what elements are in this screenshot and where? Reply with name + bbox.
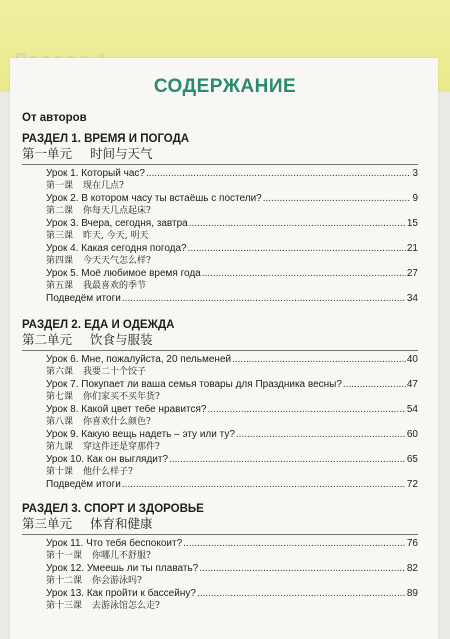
page-number: 34 xyxy=(406,293,418,304)
section-heading: РАЗДЕЛ 1. ВРЕМЯ И ПОГОДА xyxy=(22,133,190,145)
toc-row-lesson-13: Урок 13. Как пройти к бассейну? ..... 89 xyxy=(22,587,418,600)
page-number: 40 xyxy=(406,354,418,365)
page-number: 72 xyxy=(406,479,418,490)
page-number: 60 xyxy=(406,429,418,440)
toc-row-lesson-2: Урок 2. В котором часу ты встаёшь с постели? ..... 9 xyxy=(22,192,418,205)
toc-row-cn-lesson-12: 第十二课 你会游泳吗? xyxy=(46,576,142,586)
section-cn-name: 体育和健康 xyxy=(90,516,153,531)
section-divider xyxy=(22,164,418,165)
toc-row-lesson-8: Урок 8. Какой цвет тебе нравится? ..... 54 xyxy=(22,403,418,416)
page-number: 47 xyxy=(406,379,418,390)
dot-leader xyxy=(197,587,406,600)
dot-leader xyxy=(122,478,406,491)
page-number: 65 xyxy=(406,454,418,465)
dot-leader xyxy=(183,537,406,550)
dot-leader xyxy=(202,267,406,280)
section-divider xyxy=(22,534,418,535)
toc-row-lesson-4: Урок 4. Какая сегодня погода? ..... 21 xyxy=(22,242,418,255)
toc-row-lesson-6: Урок 6. Мне, пожалуйста, 20 пельменей ..... 40 xyxy=(22,353,418,366)
section-cn-unit: 第三单元 xyxy=(22,516,73,531)
page-number: 21 xyxy=(406,243,418,254)
toc-row-cn-lesson-3: 第三课 昨天, 今天, 明天 xyxy=(46,231,149,241)
page-number: 3 xyxy=(412,168,418,179)
toc-row-cn-lesson-6: 第六课 我要二十个饺子 xyxy=(46,367,147,377)
toc-row-cn-lesson-4: 第四课 今天天气怎么样? xyxy=(46,256,151,266)
from-authors-entry: От авторов xyxy=(22,112,87,124)
toc-row-cn-lesson-10: 第十课 他什么样子? xyxy=(46,467,133,477)
dot-leader xyxy=(199,562,406,575)
page-number: 89 xyxy=(406,588,418,599)
dot-leader xyxy=(232,353,406,366)
toc-row-summary: Подведём итоги ..... 72 xyxy=(22,478,418,491)
section-heading: РАЗДЕЛ 3. СПОРТ И ЗДОРОВЬЕ xyxy=(22,503,204,515)
toc-row-lesson-1: Урок 1. Который час? ..... 3 xyxy=(22,167,418,180)
dot-leader xyxy=(146,167,411,180)
section-cn-title xyxy=(22,516,438,532)
section-cn-name: 饮食与服装 xyxy=(90,332,153,347)
section-2 xyxy=(22,318,438,491)
page-number: 76 xyxy=(406,538,418,549)
section-cn-title xyxy=(22,146,438,162)
page-title: СОДЕРЖАНИЕ xyxy=(153,76,297,97)
page-number: 27 xyxy=(406,268,418,279)
toc-row-lesson-12: Урок 12. Умеешь ли ты плавать? ..... 82 xyxy=(22,562,418,575)
page-number: 82 xyxy=(406,563,418,574)
section-heading: РАЗДЕЛ 2. ЕДА И ОДЕЖДА xyxy=(22,319,175,331)
section-divider xyxy=(22,350,418,351)
dot-leader xyxy=(236,428,406,441)
section-cn-title xyxy=(22,332,438,348)
toc-row-lesson-7: Урок 7. Покупает ли ваша семья товары для Праздника весны? ..... 47 xyxy=(22,378,418,391)
section-3 xyxy=(22,502,438,612)
dot-leader xyxy=(207,403,405,416)
page-number: 15 xyxy=(406,218,418,229)
toc-row-cn-lesson-7: 第七课 你们家买不买年货? xyxy=(46,392,160,402)
dot-leader xyxy=(188,242,406,255)
toc-row-cn-lesson-2: 第二课 你每天几点起床? xyxy=(46,206,151,216)
toc-row-summary: Подведём итоги ..... 34 xyxy=(22,292,418,305)
dot-leader xyxy=(169,453,406,466)
toc-row-lesson-5: Урок 5. Моё любимое время года ..... 27 xyxy=(22,267,418,280)
toc-row-cn-lesson-11: 第十一课 你哪儿不舒服? xyxy=(46,551,151,561)
toc-row-lesson-10: Урок 10. Как он выглядит? ..... 65 xyxy=(22,453,418,466)
toc-row-lesson-11: Урок 11. Что тебя беспокоит? ..... 76 xyxy=(22,537,418,550)
section-cn-unit: 第一单元 xyxy=(22,146,73,161)
dot-leader xyxy=(343,378,406,391)
dot-leader xyxy=(122,292,406,305)
toc-row-lesson-3: Урок 3. Вчера, сегодня, завтра ..... 15 xyxy=(22,217,418,230)
toc-row-cn-lesson-9: 第九课 穿这件还是穿那件? xyxy=(46,442,160,452)
toc-row-cn-lesson-8: 第八课 你喜欢什么颜色? xyxy=(46,417,151,427)
dot-leader xyxy=(263,192,412,205)
toc-row-lesson-9: Урок 9. Какую вещь надеть – эту или ту? ..... 60 xyxy=(22,428,418,441)
section-1 xyxy=(22,132,438,305)
page-number: 54 xyxy=(406,404,418,415)
section-cn-unit: 第二单元 xyxy=(22,332,73,347)
toc-row-cn-lesson-13: 第十三课 去游泳馆怎么走? xyxy=(46,601,160,611)
section-cn-name: 时间与天气 xyxy=(90,146,153,161)
dot-leader xyxy=(189,217,406,230)
toc-row-cn-lesson-1: 第一课 现在几点? xyxy=(46,181,124,191)
toc-row-cn-lesson-5: 第五课 我最喜欢的季节 xyxy=(46,281,147,291)
page-number: 9 xyxy=(412,193,418,204)
